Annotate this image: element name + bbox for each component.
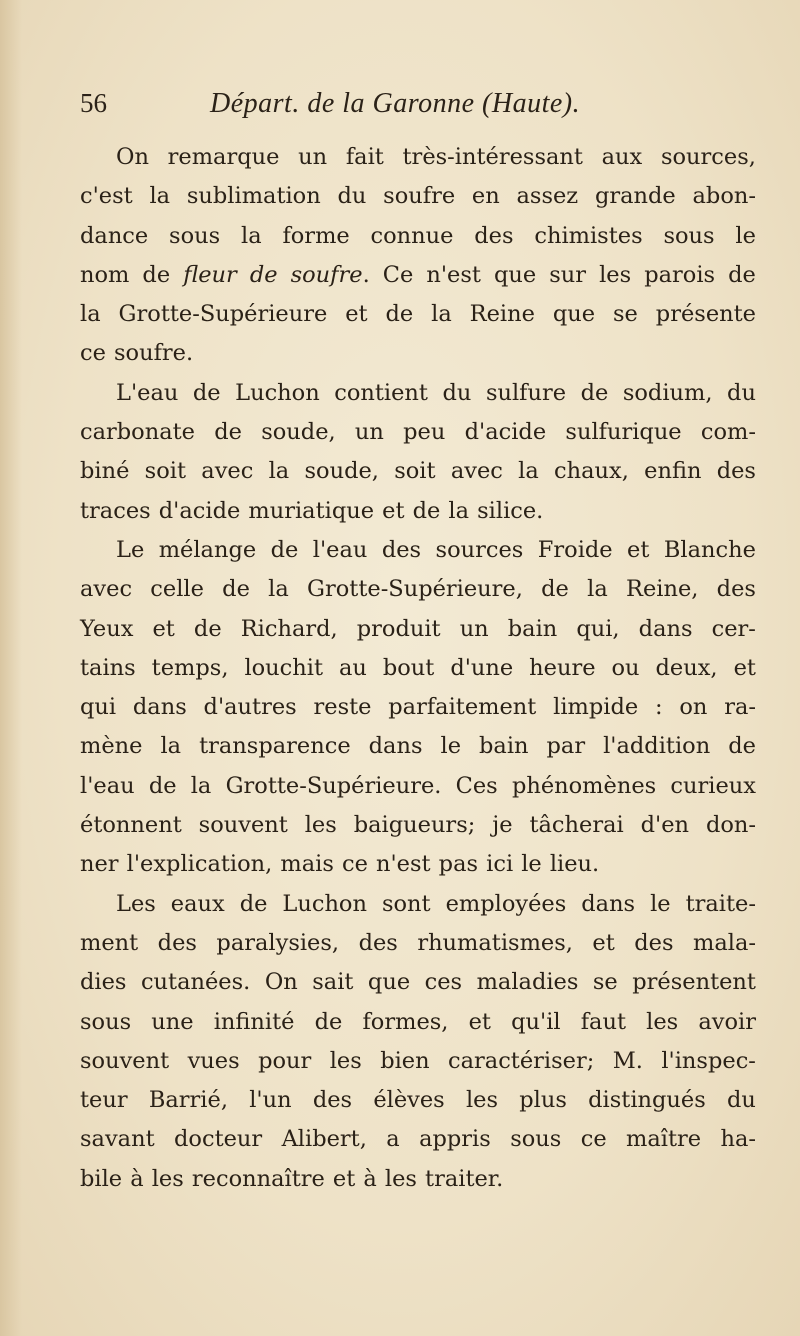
text-line: Les eaux de Luchon sont employées dans le traite- bbox=[116, 890, 756, 917]
text-line: la Grotte-Supérieure et de la Reine que se présente bbox=[80, 301, 756, 328]
text-line: bile à les reconnaître et à les traiter. bbox=[80, 1165, 504, 1192]
running-title: Départ. de la Garonne (Haute). bbox=[210, 88, 581, 119]
text-line: dies cutanées. On sait que ces maladies se présentent bbox=[80, 969, 756, 996]
page-header bbox=[80, 88, 760, 128]
text-line: carbonate de soude, un peu d'acide sulfurique com- bbox=[80, 419, 756, 446]
text-line: sous une infinité de formes, et qu'il faut les avoir bbox=[80, 1008, 756, 1035]
text-line: tains temps, louchit au bout d'une heure ou deux, et bbox=[80, 654, 756, 681]
text-line: souvent vues pour les bien caractériser; M. l'inspec- bbox=[80, 1047, 756, 1074]
text-line: étonnent souvent les baigueurs; je tâcherai d'en don- bbox=[80, 812, 756, 839]
text-line: nom de fleur de soufre. Ce n'est que sur les parois de bbox=[80, 261, 756, 288]
text-line: L'eau de Luchon contient du sulfure de sodium, du bbox=[116, 379, 756, 406]
text-line: biné soit avec la soude, soit avec la chaux, enfin des bbox=[80, 458, 756, 485]
text-line: l'eau de la Grotte-Supérieure. Ces phénomènes curieux bbox=[80, 772, 756, 799]
text-line: ment des paralysies, des rhumatismes, et des mala- bbox=[80, 929, 756, 956]
text-line: dance sous la forme connue des chimistes sous le bbox=[80, 222, 756, 249]
text-line: Le mélange de l'eau des sources Froide et Blanche bbox=[116, 536, 756, 563]
text-line: qui dans d'autres reste parfaitement limpide : on ra- bbox=[80, 694, 756, 721]
text-line: ce soufre. bbox=[80, 340, 194, 367]
text-line: ner l'explication, mais ce n'est pas ici le lieu. bbox=[80, 851, 600, 878]
text-line: c'est la sublimation du soufre en assez grande abon- bbox=[80, 183, 756, 210]
text-line: avec celle de la Grotte-Supérieure, de la Reine, des bbox=[80, 576, 756, 603]
text-line: teur Barrié, l'un des élèves les plus distingués du bbox=[80, 1087, 756, 1114]
page-edge-shadow bbox=[0, 0, 22, 1336]
text-line: Yeux et de Richard, produit un bain qui, dans cer- bbox=[80, 615, 756, 642]
page-number: 56 bbox=[80, 88, 107, 118]
body-text bbox=[80, 138, 756, 1199]
text-line: traces d'acide muriatique et de la silice. bbox=[80, 497, 544, 524]
text-line: savant docteur Alibert, a appris sous ce maître ha- bbox=[80, 1126, 756, 1153]
text-line: mène la transparence dans le bain par l'addition de bbox=[80, 733, 756, 760]
text-line: On remarque un fait très-intéressant aux sources, bbox=[116, 144, 756, 170]
